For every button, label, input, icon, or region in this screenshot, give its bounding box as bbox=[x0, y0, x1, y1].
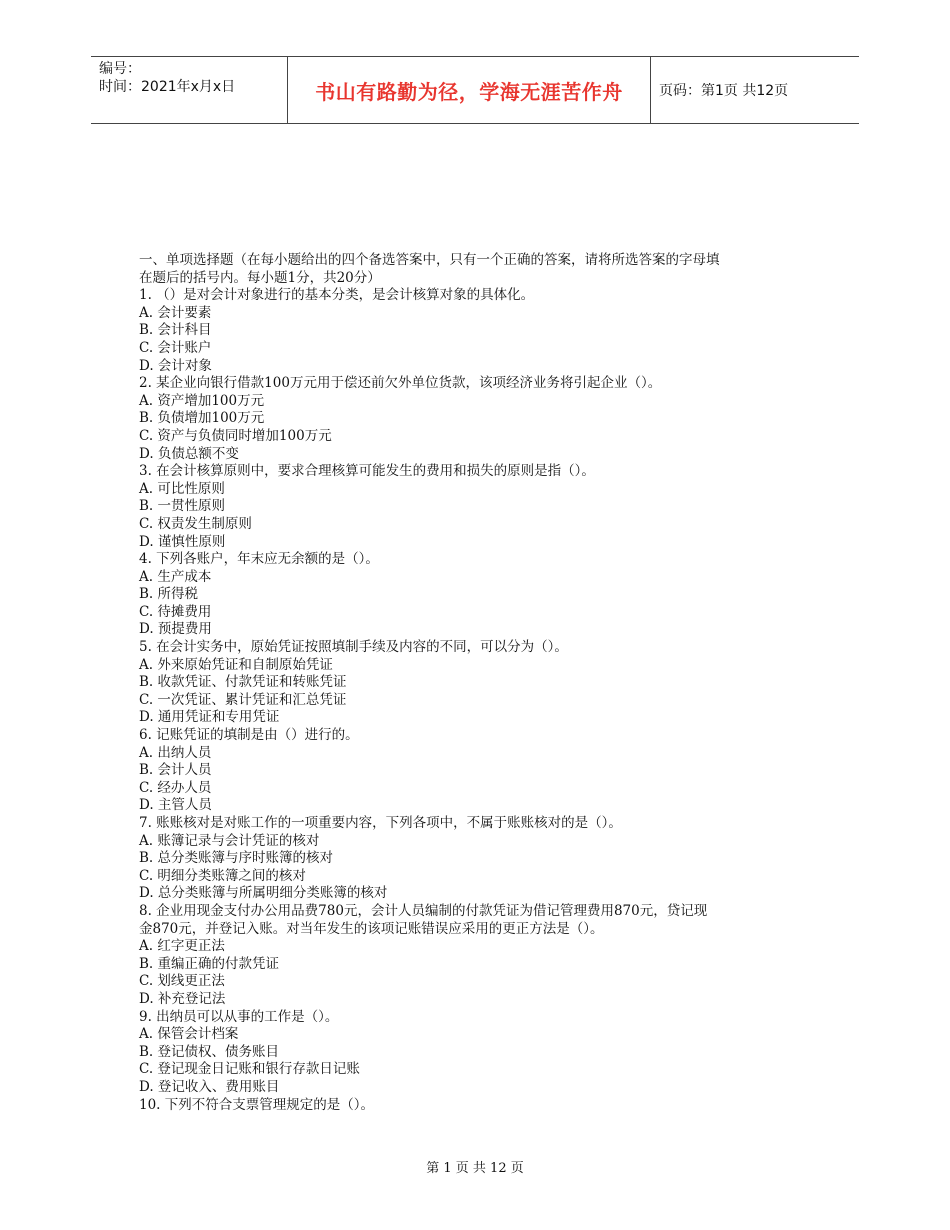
content-line: 一、单项选择题（在每小题给出的四个备选答案中，只有一个正确的答案，请将所选答案的字母填 bbox=[139, 252, 720, 268]
content-line: A. 外来原始凭证和自制原始凭证 bbox=[139, 656, 333, 673]
content-line: 1. （）是对会计对象进行的基本分类，是会计核算对象的具体化。 bbox=[139, 287, 535, 304]
content-line: 5. 在会计实务中，原始凭证按照填制手续及内容的不同，可以分为（）。 bbox=[139, 639, 568, 656]
content-line: B. 负债增加100万元 bbox=[139, 410, 265, 427]
content-line: A. 红字更正法 bbox=[139, 938, 225, 955]
content-line: 6. 记账凭证的填制是由（）进行的。 bbox=[139, 727, 359, 744]
content-line: A. 账簿记录与会计凭证的核对 bbox=[139, 832, 320, 849]
content-line: B. 一贯性原则 bbox=[139, 498, 226, 515]
content-line: D. 负债总额不变 bbox=[139, 445, 239, 462]
content-line: 7. 账账核对是对账工作的一项重要内容，下列各项中，不属于账账核对的是（）。 bbox=[139, 815, 622, 831]
content-line: C. 资产与负债同时增加100万元 bbox=[139, 427, 332, 444]
content-line: D. 预提费用 bbox=[139, 621, 212, 638]
content-line: C. 划线更正法 bbox=[139, 973, 225, 990]
header-right-cell bbox=[649, 57, 859, 123]
header-motto: 书山有路勤为径，学海无涯苦作舟 bbox=[315, 79, 623, 104]
content-line: B. 登记债权、债务账目 bbox=[139, 1043, 280, 1060]
content-line: B. 会计人员 bbox=[139, 762, 212, 779]
content-line: C. 一次凭证、累计凭证和汇总凭证 bbox=[139, 691, 347, 708]
time-line: 时间：2021年x月x日 bbox=[99, 79, 236, 95]
content-line: 2. 某企业向银行借款100万元用于偿还前欠外单位货款，该项经济业务将引起企业（）。 bbox=[139, 375, 662, 392]
content-line: A. 生产成本 bbox=[139, 568, 212, 585]
content-line: A. 出纳人员 bbox=[139, 744, 212, 761]
content-line: A. 保管会计档案 bbox=[139, 1026, 239, 1043]
content-line: D. 补充登记法 bbox=[139, 990, 226, 1007]
content-line: C. 明细分类账簿之间的核对 bbox=[139, 867, 306, 884]
question-content bbox=[139, 252, 819, 1114]
header-left-cell bbox=[91, 57, 287, 123]
serial-label: 编号： bbox=[99, 61, 141, 77]
header-page-info: 页码：第1页 共12页 bbox=[659, 83, 789, 99]
content-line: 在题后的括号内。每小题1分，共20分） bbox=[139, 269, 381, 286]
content-line: 金870元，并登记入账。对当年发生的该项记账错误应采用的更正方法是（）。 bbox=[139, 920, 604, 937]
content-line: A. 会计要素 bbox=[139, 304, 212, 321]
header-middle-cell bbox=[287, 57, 651, 123]
content-line: B. 重编正确的付款凭证 bbox=[139, 955, 280, 972]
content-line: D. 通用凭证和专用凭证 bbox=[139, 709, 280, 726]
content-line: B. 收款凭证、付款凭证和转账凭证 bbox=[139, 674, 347, 691]
content-line: 9. 出纳员可以从事的工作是（）。 bbox=[139, 1008, 339, 1025]
content-line: B. 总分类账簿与序时账簿的核对 bbox=[139, 850, 334, 867]
content-line: C. 登记现金日记账和银行存款日记账 bbox=[139, 1061, 360, 1078]
content-line: 10. 下列不符合支票管理规定的是（）。 bbox=[139, 1096, 375, 1113]
content-line: C. 权责发生制原则 bbox=[139, 515, 252, 532]
content-line: D. 总分类账簿与所属明细分类账簿的核对 bbox=[139, 885, 388, 902]
content-line: 4. 下列各账户，年末应无余额的是（）。 bbox=[139, 551, 379, 568]
content-line: D. 会计对象 bbox=[139, 357, 212, 374]
content-line: B. 所得税 bbox=[139, 586, 199, 603]
content-line: B. 会计科目 bbox=[139, 322, 212, 339]
content-line: C. 经办人员 bbox=[139, 779, 212, 796]
page-header bbox=[91, 56, 859, 124]
content-line: 8. 企业用现金支付办公用品费780元，会计人员编制的付款凭证为借记管理费用870元，贷记现 bbox=[139, 902, 708, 919]
content-line: A. 资产增加100万元 bbox=[139, 392, 265, 409]
content-line: D. 谨慎性原则 bbox=[139, 533, 226, 550]
content-line: D. 主管人员 bbox=[139, 797, 212, 814]
page-footer: 第 1 页 共 12 页 bbox=[426, 1161, 524, 1176]
content-line: D. 登记收入、费用账目 bbox=[139, 1078, 280, 1095]
content-line: A. 可比性原则 bbox=[139, 480, 225, 497]
content-line: C. 会计账户 bbox=[139, 339, 212, 356]
content-line: 3. 在会计核算原则中，要求合理核算可能发生的费用和损失的原则是指（）。 bbox=[139, 463, 595, 480]
content-line: C. 待摊费用 bbox=[139, 603, 212, 620]
